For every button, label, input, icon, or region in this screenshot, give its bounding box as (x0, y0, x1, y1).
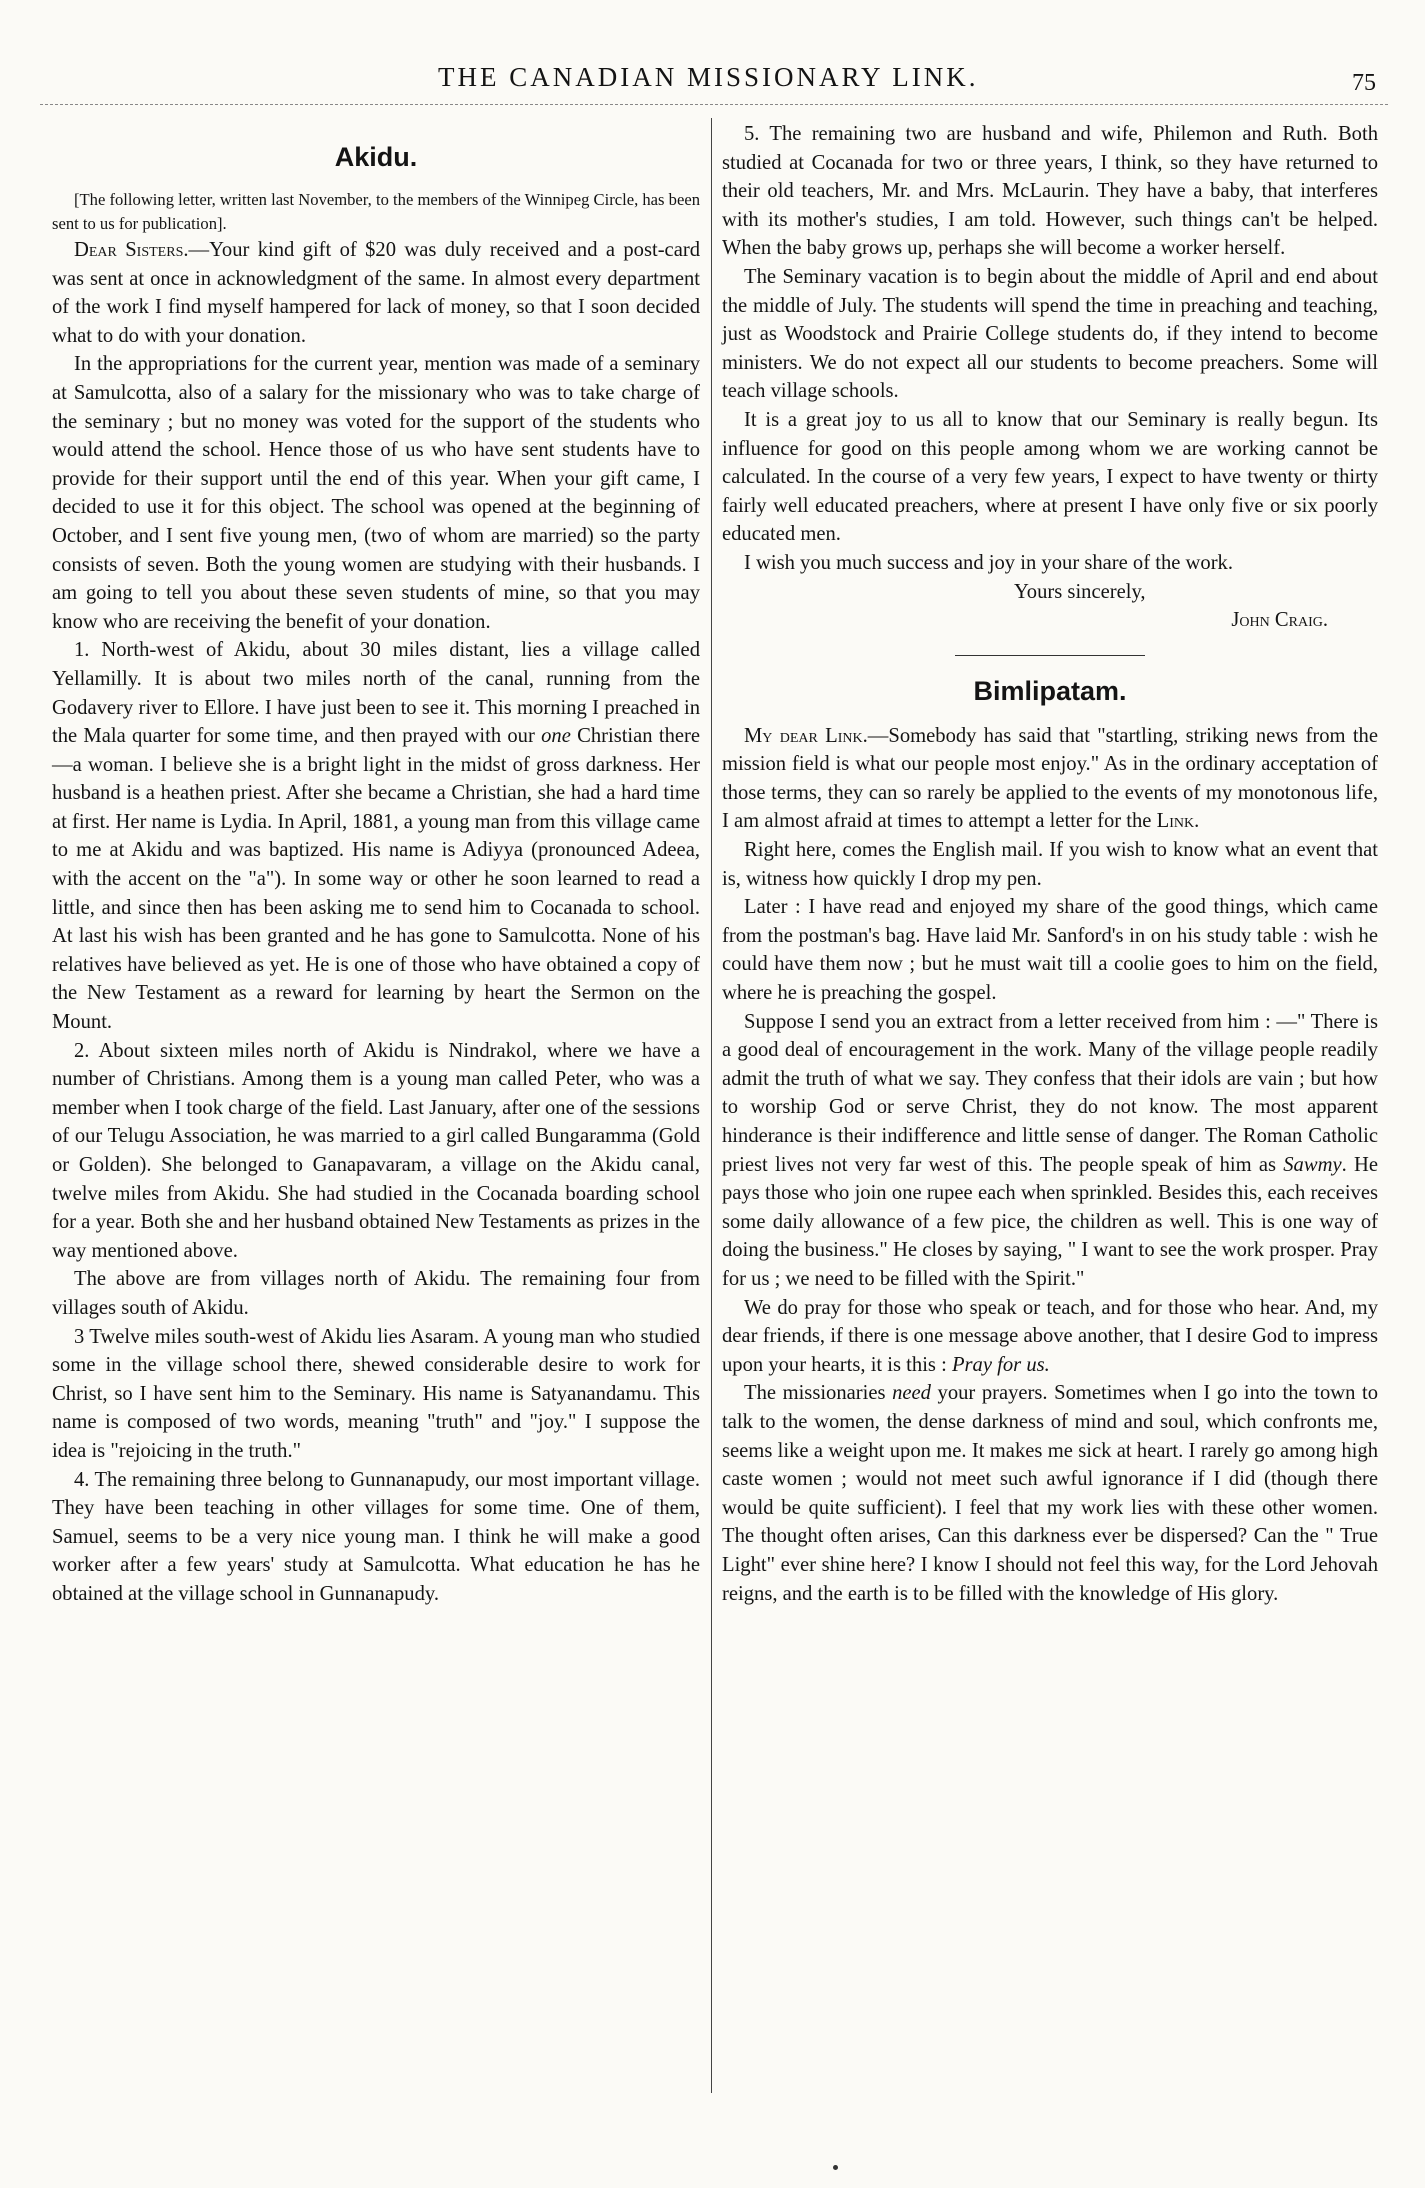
akidu-paragraph (52, 636, 700, 1036)
akidu-paragraph: 3 Twelve miles south-west of Akidu lies Asaram. A young man who studied some in the village school there, shewed considerable desire to work for Christ, so I have sent him to the Seminary. His name is Satyanandamu. This name is composed of two words, meaning "truth" and "joy." I suppose the idea is "rejoicing in the truth." (52, 1325, 700, 1462)
bimlipatam-paragraph (722, 722, 1378, 836)
bimlipatam-p6-text-b: your prayers. Sometimes when I go into the town to talk to the women, the dense darkness of mind and soul, which confronts me, seems like a weight upon me. It makes me sick at heart. I rarely go among high caste women ; would not meet such awful ignorance if I did (though there would be quite sufficient). I feel that my work lies with these other women. The thought often arises, Can this darkness ever be dispersed? Can the " True Light" ever shine here? I know I should not feel this way, for the Lord Jehovah reigns, and the earth is to be filled with the knowledge of His glory. (722, 1382, 1378, 1605)
bimlipatam-paragraph (722, 1008, 1378, 1294)
bimlipatam-p4-text-a: Suppose I send you an extract from a letter received from him : —" There is a good deal of encouragement in the work. Many of the village people readily admit the truth of what we say. They confess that their idols are vain ; but how to worship God or serve Christ, they do not know. The most apparent hinderance is their indifference and little sense of danger. The Roman Catholic priest lives not very far west of this. The people speak of him as (722, 1010, 1378, 1176)
akidu-paragraph: I wish you much success and joy in your share of the work. (744, 551, 1234, 574)
left-column (52, 120, 700, 1609)
akidu-p3-emphasis: one (541, 725, 571, 748)
bimlipatam-p1-link-word: Link (1156, 810, 1195, 833)
akidu-paragraph: It is a great joy to us all to know that our Seminary is really begun. Its influence for good on this people among whom we are working cannot be calculated. In the course of a very few years, I expect to have twenty or thirty fairly well educated preachers, where at present I have only five or six poorly educated men. (722, 408, 1378, 546)
column-divider (711, 118, 712, 2093)
akidu-intro-note: [The following letter, written last November, to the members of the Winnipeg Circle, has been sent to us for publication]. (52, 190, 700, 233)
bimlipatam-salutation: My dear Link. (744, 724, 868, 747)
akidu-title: Akidu. (334, 142, 418, 172)
page-number: 75 (1352, 70, 1376, 96)
akidu-signature: John Craig. (1231, 609, 1328, 632)
akidu-p1-text: —Your kind gift of $20 was duly received and a post-card was sent at once in acknowledgment of the same. In almost every department of the work I find myself hampered for lack of money, so that I soon decided what to do with your donation. (52, 239, 700, 347)
akidu-paragraph: The above are from villages north of Akidu. The remaining four from villages south of Akidu. (52, 1268, 700, 1319)
bimlipatam-p6-emphasis: need (892, 1382, 931, 1405)
akidu-p3-text-a: 1. North-west of Akidu, about 30 miles distant, lies a village called Yellamilly. It is about two miles north of the canal, running from the Godavery river to Ellore. I have just been to see it. This morning I preached in the Mala quarter for some time, and then prayed with our (52, 639, 700, 748)
akidu-paragraph: In the appropriations for the current year, mention was made of a seminary at Samulcotta, also of a salary for the missionary who was to take charge of the seminary ; but no money was voted for the support of the students who would attend the school. Hence those of us who have sent students have to provide for their support until the end of this year. When your gift came, I decided to use it for this object. The school was opened at the beginning of October, and I sent five young men, (two of whom are married) so the party consists of seven. Both the young women are studying with their husbands. I am going to tell you about these seven students of mine, so that you may know who are receiving the benefit of your donation. (52, 353, 700, 633)
akidu-salutation: Dear Sisters. (74, 239, 189, 261)
bimlipatam-paragraph (722, 1379, 1378, 1608)
right-column (722, 120, 1378, 1608)
akidu-closing: Yours sincerely, (1014, 580, 1146, 603)
running-title: THE CANADIAN MISSIONARY LINK. (438, 62, 979, 92)
printer-mark (833, 2165, 838, 2170)
akidu-paragraph: 2. About sixteen miles north of Akidu is Nindrakol, where we have a number of Christians. Among them is a young man called Peter, who was a member when I took charge of the field. Last January, after one of the sessions of our Telugu Association, he was married to a girl called Bungaramma (Gold or Golden). She belonged to Ganapavaram, a village on the Akidu canal, twelve miles from Akidu. She had studied in the Cocanada boarding school for a year. Both she and her husband obtained New Testaments as prizes in the way mentioned above. (52, 1039, 700, 1262)
bimlipatam-p4-text-b: . He pays those who join one rupee each when sprinkled. Besides this, each receives some daily allowance of a few pice, the children as well. This is one way of doing the business." He closes by saying, " I want to see the work prosper. Pray for us ; we need to be filled with the Spirit." (722, 1153, 1378, 1290)
akidu-paragraph: The Seminary vacation is to begin about the middle of April and end about the middle of July. The students will spend the time in preaching and teaching, just as Woodstock and Prairie College students do, if they intend to become ministers. We do not expect all our students to become preachers. Some will teach village schools. (722, 265, 1378, 403)
bimlipatam-p5-emphasis: Pray for us. (951, 1353, 1050, 1376)
akidu-p3-text-b: Christian there—a woman. I believe she is a bright light in the midst of gross darkness. Her husband is a heathen priest. After she became a Christian, she had a hard time at first. Her name is Lydia. In April, 1881, a young man from this village came to me at Akidu and was baptized. His name is Adiyya (pronounced Adeea, with the accent on the "a"). In some way or other he soon learned to read a little, and since then has been asking me to send him to Cocanada to school. At last his wish has been granted and he has gone to Samulcotta. None of his relatives have believed as yet. He is one of those who have obtained a copy of the New Testament as a reward for learning by heart the Sermon on the Mount. (52, 725, 700, 1034)
section-separator (955, 655, 1145, 656)
header-rule (40, 104, 1388, 105)
bimlipatam-p4-emphasis: Sawmy (1283, 1153, 1342, 1176)
bimlipatam-paragraph: Later : I have read and enjoyed my share of the good things, which came from the postman's bag. Have laid Mr. Sanford's in on his study table : wish he could have them now ; but he must wait till a coolie goes to him on the field, where he is preaching the gospel. (722, 896, 1378, 1005)
bimlipatam-title: Bimlipatam. (973, 675, 1127, 706)
bimlipatam-paragraph: Right here, comes the English mail. If you wish to know what an event that is, witness how quickly I drop my pen. (722, 839, 1378, 890)
bimlipatam-p1-text-b: . (1194, 810, 1200, 833)
bimlipatam-p5-text-a: We do pray for those who speak or teach, and for those who hear. And, my dear friends, if there is one message above another, that I desire God to impress upon your hearts, it is this : (722, 1296, 1378, 1376)
bimlipatam-p6-text-a: The missionaries (744, 1382, 893, 1405)
bimlipatam-paragraph (722, 1294, 1378, 1380)
bimlipatam-p1-text-a: —Somebody has said that "startling, striking news from the mission field is what our people most enjoy." As in the ordinary acceptation of those terms, they can so rarely be applied to the events of my monotonous life, I am almost afraid at times to attempt a letter for the (722, 724, 1378, 833)
akidu-paragraph: 5. The remaining two are husband and wife, Philemon and Ruth. Both studied at Cocanada for two or three years, I think, so they have returned to their old teachers, Mr. and Mrs. McLaurin. They have a baby, that interferes with its mother's studies, I am told. However, such things can't be helped. When the baby grows up, perhaps she will become a worker herself. (722, 123, 1378, 260)
akidu-paragraph (52, 236, 700, 350)
akidu-paragraph: 4. The remaining three belong to Gunnanapudy, our most important village. They have been teaching in other villages for some time. One of them, Samuel, seems to be a very nice young man. I think he will make a good worker after a few years' study at Samulcotta. What education he has he obtained at the village school in Gunnanapudy. (52, 1468, 700, 1605)
